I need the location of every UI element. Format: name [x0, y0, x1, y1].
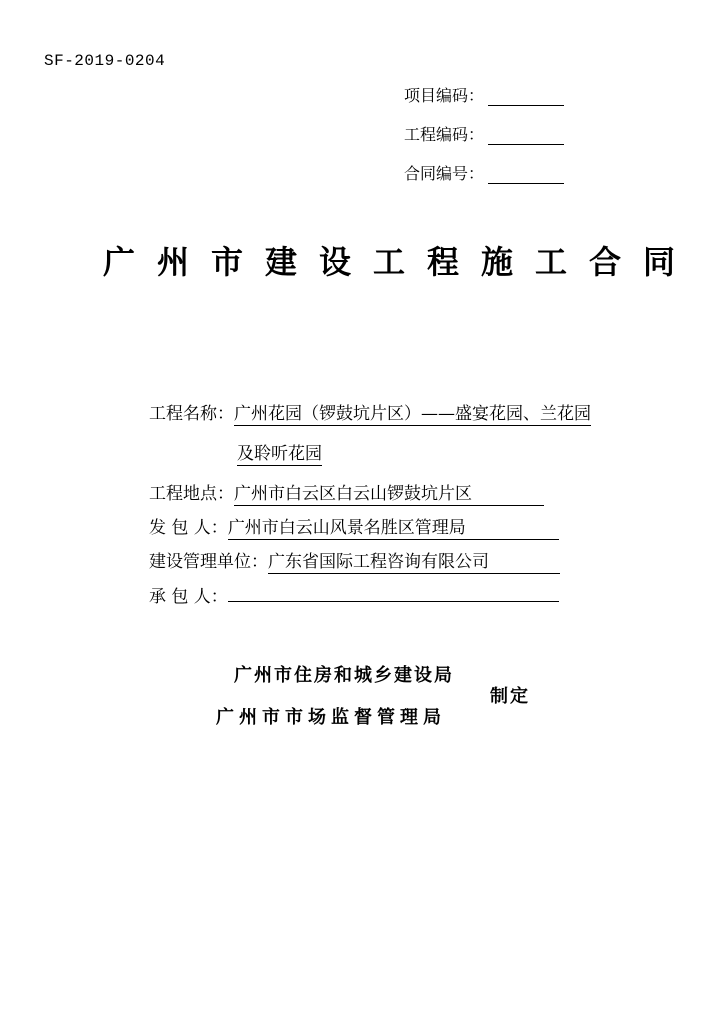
issuer-line1: 广州市住房和城乡建设局 [234, 665, 454, 686]
project-name-row [149, 402, 591, 426]
project-code-row [404, 84, 564, 108]
contractor-row [149, 585, 559, 609]
location-row [149, 482, 544, 506]
page-title: 广州市建设工程施工合同 [103, 243, 698, 281]
contract-no-row [404, 162, 564, 186]
management-row [149, 550, 560, 574]
project-code-blank[interactable] [488, 87, 564, 106]
contractor-value[interactable] [228, 601, 559, 602]
form-code: SF-2019-0204 [44, 52, 166, 70]
management-value: 广东省国际工程咨询有限公司 [268, 551, 560, 574]
project-code-label: 项目编码： [404, 86, 485, 105]
management-label: 建设管理单位： [149, 552, 268, 572]
contract-no-blank[interactable] [488, 165, 564, 184]
location-value: 广州市白云区白云山锣鼓坑片区 [234, 483, 544, 506]
project-name-label: 工程名称： [149, 404, 234, 424]
employer-value: 广州市白云山风景名胜区管理局 [228, 517, 559, 540]
project-name-continuation [237, 442, 322, 466]
contract-no-label: 合同编号： [404, 164, 485, 183]
contractor-label: 承 包 人： [149, 587, 228, 607]
project-name-value: 广州花园（锣鼓坑片区）——盛宴花园、兰花园 [234, 404, 591, 424]
engineering-code-label: 工程编码： [404, 125, 485, 144]
employer-label: 发 包 人： [149, 518, 228, 538]
project-name-value-line2: 及聆听花园 [237, 444, 322, 464]
issuer-line2: 广州市市场监督管理局 [216, 707, 446, 728]
issuer-suffix: 制定 [490, 686, 530, 707]
employer-row [149, 516, 559, 540]
location-label: 工程地点： [149, 484, 234, 504]
engineering-code-blank[interactable] [488, 126, 564, 145]
engineering-code-row [404, 123, 564, 147]
